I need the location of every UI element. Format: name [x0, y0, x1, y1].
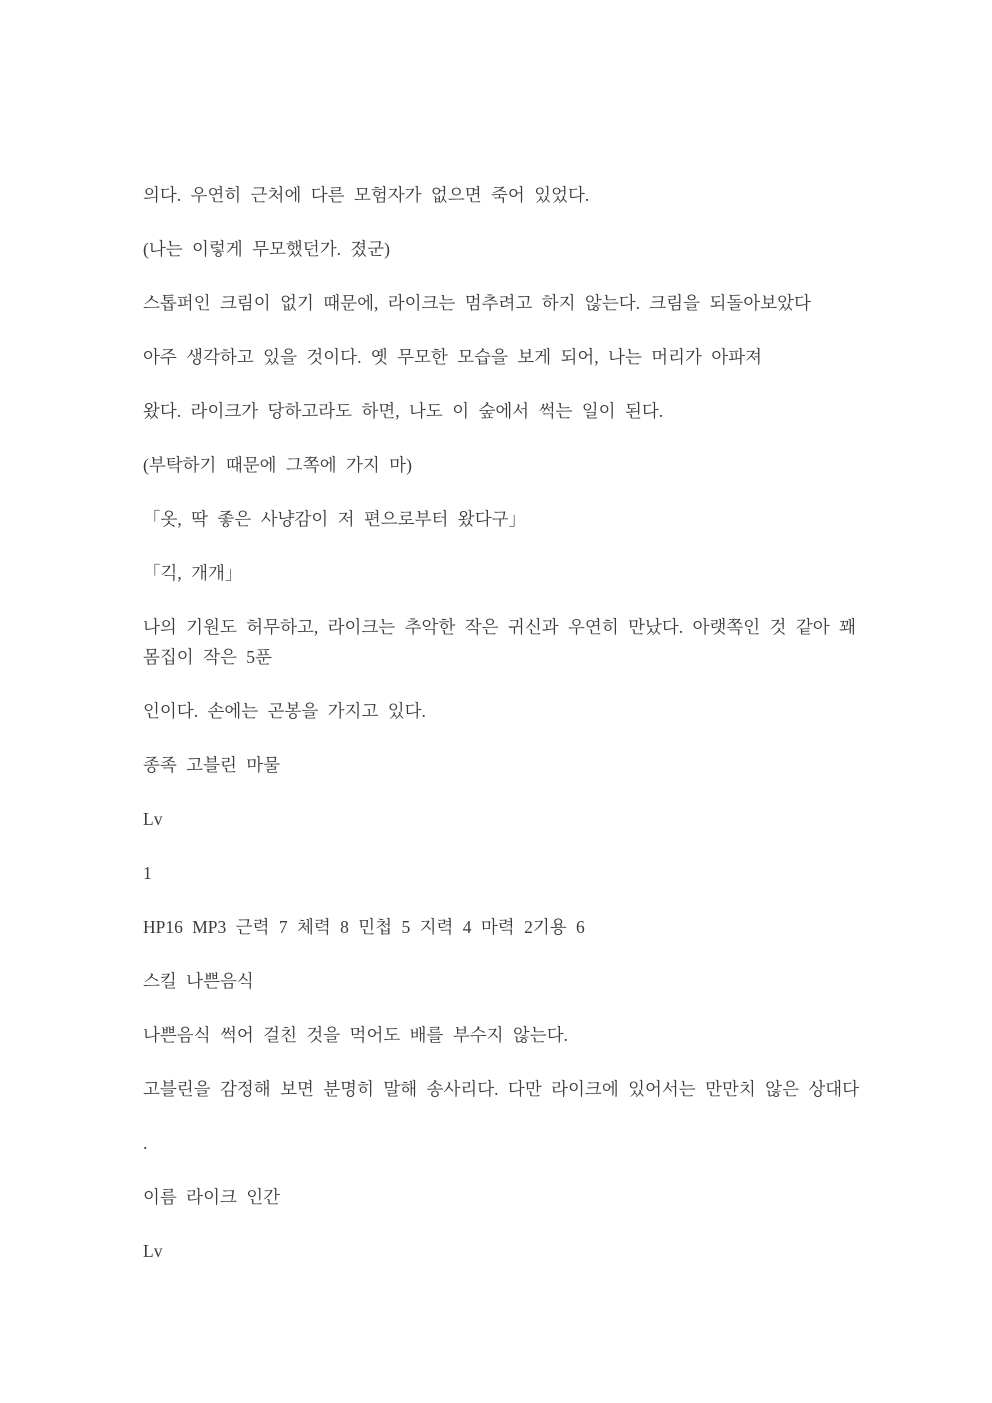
- paragraph-skill: 스킬 나쁜음식: [143, 971, 254, 991]
- paragraph: (나는 이렇게 무모했던가. 졌군): [143, 239, 391, 259]
- paragraph: 스톱퍼인 크림이 없기 때문에, 라이크는 멈추려고 하지 않는다. 크림을 되돌아보았다: [143, 293, 811, 313]
- paragraph: 인이다. 손에는 곤봉을 가지고 있다.: [143, 701, 426, 721]
- paragraph: 왔다. 라이크가 당하고라도 하면, 나도 이 숲에서 썩는 일이 된다.: [143, 401, 664, 421]
- paragraph-level-value: 1: [143, 863, 152, 883]
- paragraph: 나의 기원도 허무하고, 라이크는 추악한 작은 귀신과 우연히 만났다. 아랫쪽인 것 같아 꽤 몸집이 작은 5푼: [143, 617, 856, 667]
- paragraph-level-label: Lv: [143, 1241, 163, 1261]
- paragraph: 「옷, 딱 좋은 사냥감이 저 편으로부터 왔다구」: [143, 509, 527, 529]
- paragraph: .: [143, 1133, 148, 1153]
- paragraph: 「긱, 개개」: [143, 563, 243, 583]
- paragraph-name: 이름 라이크 인간: [143, 1187, 281, 1207]
- paragraph-level-label: Lv: [143, 809, 163, 829]
- paragraph-stats: HP16 MP3 근력 7 체력 8 민첩 5 지력 4 마력 2기용 6: [143, 917, 585, 937]
- paragraph: (부탁하기 때문에 그쪽에 가지 마): [143, 455, 412, 475]
- paragraph: 고블린을 감정해 보면 분명히 말해 송사리다. 다만 라이크에 있어서는 만만치 않은 상대다: [143, 1079, 860, 1099]
- paragraph: 종족 고블린 마물: [143, 755, 281, 775]
- paragraph: 아주 생각하고 있을 것이다. 옛 무모한 모습을 보게 되어, 나는 머리가 아파져: [143, 347, 763, 367]
- document-body: [143, 180, 874, 1266]
- paragraph: 나쁜음식 썩어 걸친 것을 먹어도 배를 부수지 않는다.: [143, 1025, 569, 1045]
- paragraph: 의다. 우연히 근처에 다른 모험자가 없으면 죽어 있었다.: [143, 185, 590, 205]
